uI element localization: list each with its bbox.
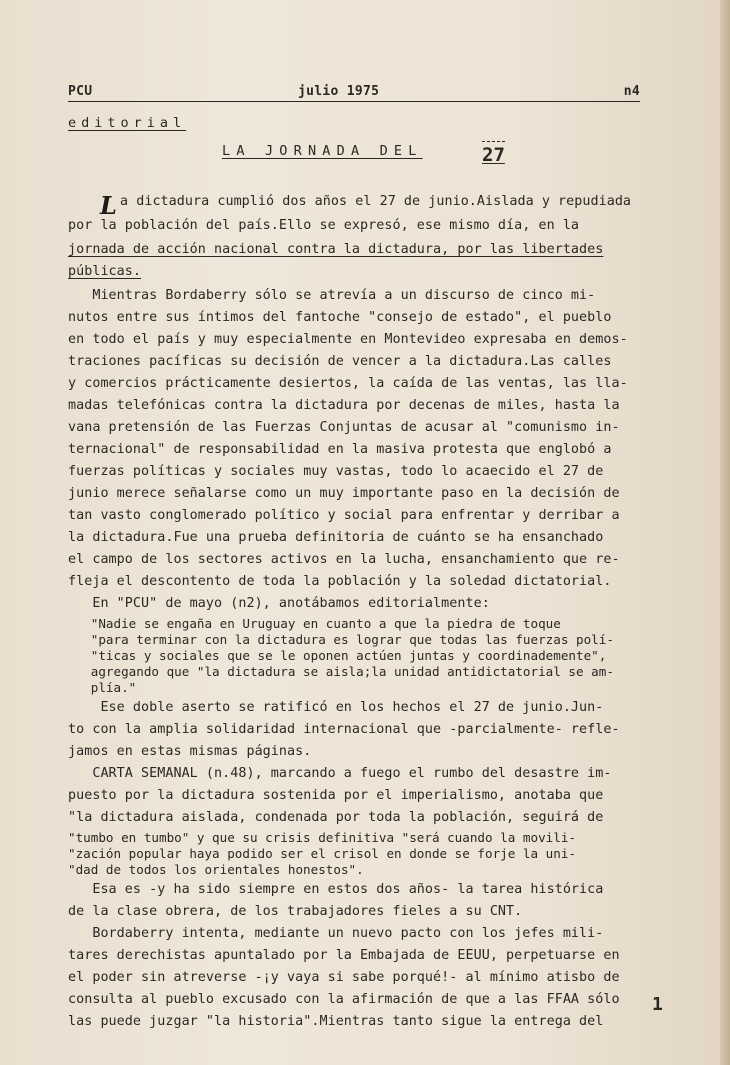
body-line: Bordaberry intenta, mediante un nuevo pacto con los jefes mili- (68, 926, 604, 941)
body-line: ternacional" de responsabilidad en la masiva protesta que englobó a (68, 442, 612, 457)
page-header (68, 84, 640, 104)
body-line: tan vasto conglomerado político y social para enfrentar y derribar a (68, 508, 620, 523)
article-title: LA JORNADA DEL (222, 143, 423, 159)
body-line: tares derechistas apuntalado por la Embajada de EEUU, perpetuarse en (68, 948, 620, 963)
body-line: y comercios prácticamente desiertos, la caída de las ventas, las lla- (68, 376, 628, 391)
quote-line: "dad de todos los orientales honestos". (68, 862, 364, 877)
body-line: la dictadura.Fue una prueba definitoria de cuánto se ha ensanchado (68, 530, 604, 545)
body-line: jamos en estas mismas páginas. (68, 744, 312, 759)
quote-line: "para terminar con la dictadura es lograr que todas las fuerzas polí- (68, 632, 614, 647)
body-line: madas telefónicas contra la dictadura por decenas de miles, hasta la (68, 398, 620, 413)
body-line: vana pretensión de las Fuerzas Conjuntas de acusar al "comunismo in- (68, 420, 620, 435)
page-number: 1 (652, 994, 663, 1015)
body-line: de la clase obrera, de los trabajadores fieles a su CNT. (68, 904, 523, 919)
page-edge (720, 0, 730, 1065)
quote-line: agregando que "la dictadura se aisla;la unidad antidictatorial se am- (68, 664, 614, 679)
body-line: jornada de acción nacional contra la dictadura, por las libertades (68, 242, 604, 257)
body-line: En "PCU" de mayo (n2), anotábamos editorialmente: (68, 596, 490, 611)
article-title-number: 27 (482, 141, 505, 166)
body-line: por la población del país.Ello se expresó, ese mismo día, en la (68, 218, 580, 233)
body-line: "la dictadura aislada, condenada por toda la población, seguirá de (68, 810, 604, 825)
body-line: Ese doble aserto se ratificó en los hechos el 27 de junio.Jun- (68, 700, 604, 715)
body-line: nutos entre sus íntimos del fantoche "consejo de estado", el pueblo (68, 310, 612, 325)
quote-line: "zación popular haya podido ser el crisol en donde se forje la uni- (68, 846, 576, 861)
drop-cap: L (100, 191, 117, 220)
body-line: las puede juzgar "la historia".Mientras tanto sigue la entrega del (68, 1014, 604, 1029)
body-line: fuerzas políticas y sociales muy vastas, todo lo acaecido el 27 de (68, 464, 604, 479)
header-org: PCU (68, 84, 93, 99)
body-line: el campo de los sectores activos en la lucha, ensanchamiento que re- (68, 552, 620, 567)
body-line: Mientras Bordaberry sólo se atrevía a un discurso de cinco mi- (68, 288, 596, 303)
quote-line: plía." (68, 680, 137, 695)
quote-line: "ticas y sociales que se le oponen actúen juntas y coordinademente", (68, 648, 607, 663)
body-line: puesto por la dictadura sostenida por el imperialismo, anotaba que (68, 788, 604, 803)
body-line: fleja el descontento de toda la población y la soledad dictatorial. (68, 574, 612, 589)
body-line: Esa es -y ha sido siempre en estos dos años- la tarea histórica (68, 882, 604, 897)
body-line: CARTA SEMANAL (n.48), marcando a fuego el rumbo del desastre im- (68, 766, 612, 781)
body-line: junio merece señalarse como un muy importante paso en la decisión de (68, 486, 620, 501)
body-line: traciones pacíficas su decisión de vencer a la dictadura.Las calles (68, 354, 612, 369)
body-line: to con la amplia solidaridad internacional que -parcialmente- refle- (68, 722, 620, 737)
body-line: el poder sin atreverse -¡y vaya si sabe porqué!- al mínimo atisbo de (68, 970, 620, 985)
section-label: editorial (68, 115, 187, 131)
quote-line: "tumbo en tumbo" y que su crisis definitiva "será cuando la movili- (68, 830, 576, 845)
quote-line: "Nadie se engaña en Uruguay en cuanto a que la piedra de toque (68, 616, 561, 631)
body-line: consulta al pueblo excusado con la afirmación de que a las FFAA sólo (68, 992, 620, 1007)
header-issue-number: n4 (623, 84, 640, 99)
body-line: a dictadura cumplió dos años el 27 de junio.Aislada y repudiada (120, 194, 632, 209)
body-line: en todo el país y muy especialmente en Montevideo expresaba en demos- (68, 332, 628, 347)
header-date: julio 1975 (298, 84, 380, 99)
body-line: públicas. (68, 264, 142, 279)
